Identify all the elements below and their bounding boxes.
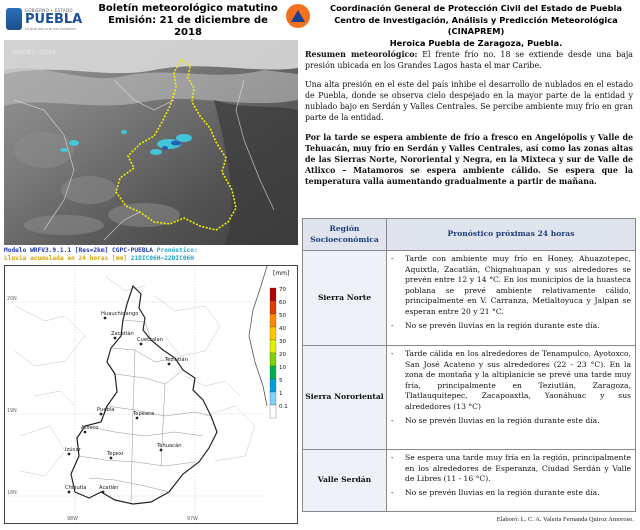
table-row [303,346,635,450]
logo-small-text: GOBIERNO • ESTADO [25,7,73,13]
summary-paragraph-3: Por la tarde se espera ambiente de frío a fresco en Angelópolis y Valle de Tehuacán, muy frío en Serdán y Valles Centrales, así como las zonas altas de las Sierras Norte, Nororiental y Negra, en la Mixteca y sur de Valle de Atlixco – Matamoros se espera ambiente cálido. Se espera que la temperatura valla aumentando gradualmente a partir de mañana. [305,132,633,186]
forecast-text: Tarde con ambiente muy frío en Honey, Ahuazotepec, Aquixtla, Zacatlán, Chignahuapan y sus alrededores se prevén entre 12 y 14 °C. En los municipios de la huasteca poblana se prevé ambiente relativamente cálido, principalmente en V. Carranza, Metlaltoyuca y Jalpan se esperan entre 20 y 21 °C. [405,254,631,316]
city-label: Huauchinango [101,311,139,317]
legend-tick-label: 50 [279,313,286,319]
legend-swatch [270,314,276,327]
legend-swatch [270,366,276,379]
model-period: 21DIC06H–22DIC06H [126,255,194,262]
logo-tagline: Lo que nos une nos fortalece [25,26,76,31]
legend-tick-label: 40 [279,326,286,332]
column-header-region: Región Socioeconómica [303,219,387,250]
city-dot [68,491,71,494]
bullet-dash: - [391,349,394,358]
city-label: Cuetzalan [137,337,163,343]
city-dot [110,457,113,460]
legend-tick-label: 20 [279,352,286,358]
summary-text-1: El frente frío no. 18 se extiende desde una baja presión ubicada en los Grandes Lagos hasta el mar Caribe. [305,50,633,71]
model-label [4,247,298,263]
city-label: Tehuacán [157,443,182,449]
satellite-corner-text: IMAGES: GOES [12,49,57,56]
bullet-dash: - [391,453,394,462]
precipitation-map [4,265,298,524]
legend-swatch [270,353,276,366]
legend-tick-label: 10 [279,365,286,371]
satellite-image [4,40,298,245]
graticule-label: 20N [7,297,17,302]
legend-swatch [270,340,276,353]
forecast-text: Se espera una tarde muy fría en la región, principalmente en los alrededores de Esperanza, Ciudad Serdán y Valle de Libres (11 - 16 °C). [405,453,631,484]
bullet-dash: - [391,487,394,497]
forecast-cell [387,346,635,449]
forecast-cell [387,251,635,345]
city-dot [104,317,107,320]
city-dot [114,337,117,340]
bulletin-title-line: Boletín meteorológico matutino [98,3,278,14]
summary-label: Resumen meteorológico: [305,50,418,59]
forecast-cell [387,450,635,511]
city-dot [102,491,105,494]
city-dot [68,453,71,456]
puebla-government-logo [6,4,88,34]
legend-tick-label: 5 [279,378,283,384]
city-label: Chiautla [65,485,87,491]
bulletin-date-line: Emisión: 21 de diciembre de 2018 [108,15,268,38]
org-line-2: Centro de Investigación, Análisis y Predicción Meteorológica (CINAPREM) [334,14,618,36]
legend-swatch [270,405,276,418]
author-credit: Elaboró: L. C. A. Valeria Fernanda Quiroz Amoroso. [496,516,634,523]
legend-swatch [270,327,276,340]
org-line-1: Coordinación General de Protección Civil del Estado de Puebla [330,3,622,13]
city-label: Acatlán [99,485,119,491]
table-header [303,219,635,251]
forecast-table [302,218,636,512]
legend-swatch [270,392,276,405]
city-label: Atlixco [81,425,99,431]
legend-swatch [270,379,276,392]
logo-name: PUEBLA [25,11,83,27]
city-label: Puebla [97,407,115,413]
legend-swatch [270,301,276,314]
region-name: Valle Serdán [303,450,387,511]
city-dot [168,363,171,366]
bullet-dash: - [391,415,394,425]
legend-tick-label: 30 [279,339,286,345]
legend-tick-label: 60 [279,300,286,306]
city-label: Tepeaca [133,411,155,417]
legend-tick-label: 0.1 [279,404,288,410]
column-header-forecast: Pronóstico próximas 24 horas [387,219,635,250]
legend-title: [mm] [273,270,290,277]
legend-tick-label: 70 [279,287,286,293]
legend-swatch [270,288,276,301]
table-row [303,251,635,346]
organization-header [315,3,637,49]
no-rain-text: No se prevén lluvias en la región durante este día. [405,320,600,330]
model-name: Modelo WRFV3.9.1.1 [Res=2km] CGPC-PUEBLA [4,247,154,254]
city-dot [136,417,139,420]
model-variable: Lluvia acumulada en 24 horas [mm] [4,255,127,262]
no-rain-text: No se prevén lluvias en la región durante este día. [405,415,600,425]
org-line-3: Heroica Puebla de Zaragoza, Puebla. [389,37,563,48]
graticule-label: 98W [67,517,78,522]
meteorological-summary [305,49,633,195]
city-dot [160,449,163,452]
city-label: Izúcar [65,447,81,453]
no-rain-text: No se prevén lluvias en la región durante este día. [405,487,600,497]
forecast-text: Tarde cálida en los alrededores de Tenampulco, Ayotoxco, San José Acateno y sus alrededores (22 - 23 °C). En la zona de montaña y la altiplanicie se prevé una tarde muy fría, principalmente en Teziutlán, Zaragoza, Tlatlauquitepec, Zacapoaxtla, Yaonáhuac y sus alrededores (13 °C) [405,349,631,411]
graticule-label: 97W [187,517,198,522]
city-label: Zacatlán [111,331,134,337]
region-name: Sierra Norte [303,251,387,345]
city-dot [84,431,87,434]
model-forecast-word: Pronóstico: [153,247,198,254]
table-row [303,450,635,511]
graticule-label: 18N [7,491,17,496]
bullet-dash: - [391,320,394,330]
city-dot [100,413,103,416]
region-name: Sierra Nororiental [303,346,387,449]
civil-protection-emblem-icon [286,4,310,28]
puebla-crest-icon [6,8,22,30]
legend-tick-label: 1 [279,391,283,397]
city-label: Teziutlán [165,357,188,363]
summary-paragraph-2: Una alta presión en el este del país inhibe el desarrollo de nublados en el estado de Puebla, donde se observa cielo despejado en la mayor parte de la entidad y nublado bajo en Serdán y Valles Centrales. Se percibe ambiente muy frío en gran parte de la entidad. [305,80,633,123]
bullet-dash: - [391,254,394,263]
graticule-label: 19N [7,409,17,414]
city-dot [140,343,143,346]
summary-paragraph-1 [305,49,633,71]
city-label: Tepexi [107,451,124,457]
